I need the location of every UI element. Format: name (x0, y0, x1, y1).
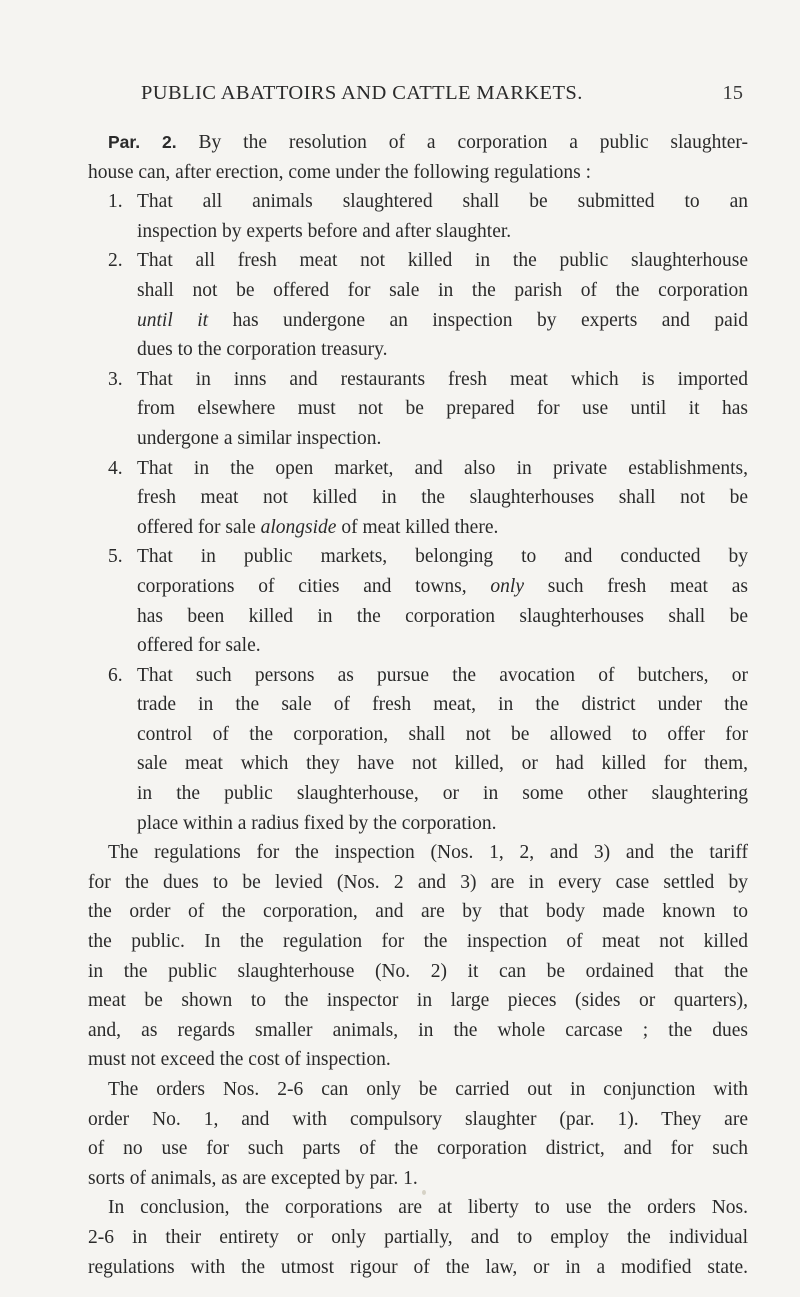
item-number: 1. (108, 191, 123, 213)
list-item-line: has been killed in the corporation slaughterhouses shall be (137, 605, 748, 627)
item-number: 5. (108, 546, 123, 568)
list-item-line: inspection by experts before and after slaughter. (137, 220, 512, 242)
intro-line: Par. 2. By the resolution of a corporation a public slaughter- (108, 132, 749, 153)
running-title: PUBLIC ABATTOIRS AND CATTLE MARKETS. (141, 82, 583, 104)
paragraph-line: In conclusion, the corporations are at liberty to use the orders Nos. (108, 1197, 748, 1219)
list-item-line: shall not be offered for sale in the parish of the corporation (137, 279, 748, 301)
list-item-line: fresh meat not killed in the slaughterhouses shall not be (137, 487, 748, 509)
item-number: 4. (108, 457, 123, 479)
list-item-line: place within a radius fixed by the corporation. (137, 812, 497, 834)
paragraph-line: the public. In the regulation for the inspection of meat not killed (88, 931, 748, 953)
paper-speck (422, 1190, 426, 1195)
body-text (88, 128, 748, 1282)
list-item: 6. That such persons as pursue the avocation of butchers, or (88, 661, 748, 691)
list-item-line: from elsewhere must not be prepared for use until it has (137, 398, 748, 420)
list-item: 1. That all animals slaughtered shall be submitted to an (88, 187, 748, 217)
list-item: 4. That in the open market, and also in private establishments, (88, 454, 748, 484)
list-item-line: in the public slaughterhouse, or in some other slaughtering (137, 783, 748, 805)
paragraph-line: for the dues to be levied (Nos. 2 and 3) are in every case settled by (88, 871, 748, 893)
paragraph-line: and, as regards smaller animals, in the whole carcase ; the dues (88, 1019, 748, 1041)
intro-line: house can, after erection, come under the following regulations : (88, 161, 592, 183)
list-item-line: sale meat which they have not killed, or had killed for them, (137, 753, 748, 775)
page-header (88, 82, 743, 116)
list-item-line: control of the corporation, shall not be allowed to offer for (137, 723, 748, 745)
item-number: 2. (108, 250, 123, 272)
paragraph-line: meat be shown to the inspector in large pieces (sides or quarters), (88, 990, 748, 1012)
list-item-line: dues to the corporation treasury. (137, 339, 388, 361)
list-item: 2. That all fresh meat not killed in the public slaughterhouse (88, 246, 748, 276)
paragraph-line: The orders Nos. 2-6 can only be carried out in conjunction with (108, 1079, 748, 1100)
list-item-line: offered for sale. (137, 635, 261, 657)
paragraph-line: of no use for such parts of the corporation district, and for such (88, 1138, 748, 1160)
list-item-line: trade in the sale of fresh meat, in the district under the (137, 694, 748, 716)
list-item-line: corporations of cities and towns, only such fresh meat as (137, 575, 748, 597)
paragraph-line: sorts of animals, as are excepted by par. 1. (88, 1167, 418, 1189)
paragraph-line: must not exceed the cost of inspection. (88, 1049, 391, 1071)
paragraph-line: the order of the corporation, and are by that body made known to (88, 901, 748, 923)
paragraph-line: 2-6 in their entirety or only partially, and to employ the individual (88, 1226, 748, 1248)
paragraph-line: order No. 1, and with compulsory slaughter (par. 1). They are (88, 1108, 748, 1130)
page-number: 15 (722, 82, 743, 104)
par-label: Par. 2. (108, 132, 177, 152)
list-item-line: undergone a similar inspection. (137, 427, 382, 449)
paragraph-line: regulations with the utmost rigour of the law, or in a modified state. (88, 1256, 748, 1278)
list-item-line: offered for sale alongside of meat killed there. (137, 516, 499, 538)
item-number: 6. (108, 664, 123, 686)
paragraph-line: in the public slaughterhouse (No. 2) it can be ordained that the (88, 960, 748, 982)
list-item: 5. That in public markets, belonging to and conducted by (88, 542, 748, 572)
list-item: 3. That in inns and restaurants fresh meat which is imported (88, 365, 748, 395)
paragraph-line: The regulations for the inspection (Nos. 1, 2, and 3) and the tariff (108, 842, 748, 864)
list-item-line: until it has undergone an inspection by experts and paid (137, 309, 748, 331)
item-number: 3. (108, 368, 123, 390)
